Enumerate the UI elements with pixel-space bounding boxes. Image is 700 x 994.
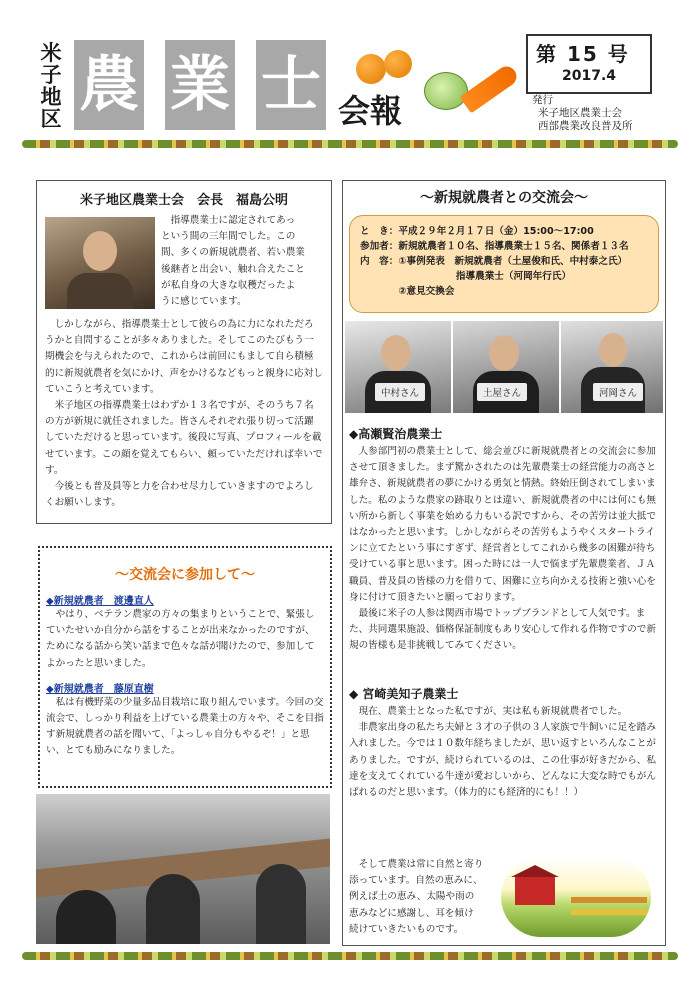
vine-border-icon bbox=[22, 140, 678, 148]
article-heading: 米子地区農業士会 会長 福島公明 bbox=[79, 193, 288, 208]
entry-text: やはり、ベテラン農家の方々の集まりということで、緊張していたせいか自分から話をすることが出来なかったのですが、ためになる話から笑い話まで色々な話が聞けたので、参加してよかったと思いました。 bbox=[46, 609, 315, 669]
title-block-3 bbox=[256, 40, 326, 130]
region-char: 地 bbox=[40, 85, 62, 109]
face bbox=[489, 335, 519, 371]
persimmon-icon bbox=[384, 50, 412, 78]
entry-label: ◆新規就農者 渡邊直人 bbox=[46, 596, 154, 607]
person-silhouette bbox=[146, 874, 200, 944]
title-block-1 bbox=[74, 40, 144, 130]
takase-section bbox=[349, 425, 659, 655]
speaker-photo bbox=[345, 321, 451, 413]
publisher bbox=[532, 94, 633, 133]
paragraph: しかしながら、指導農業士として彼らの為に力になれただろうかと自問することが多々ありました。そしてこのたびもう一期機会を与えられたので、これからは前回にもまして自ら積極的に新規就農者を気にかけ、声をかけるなどもっと親身に応対していこうと考えています。 bbox=[45, 319, 323, 395]
chairman-body bbox=[45, 317, 323, 511]
speaker-label: 河岡さん bbox=[593, 383, 643, 401]
speaker-label: 土屋さん bbox=[477, 383, 527, 401]
section-heading: ◆高瀬賢治農業士 bbox=[349, 427, 443, 441]
face bbox=[83, 231, 117, 271]
intro-text bbox=[161, 213, 327, 310]
info-row: と き：平成２９年２月１７日（金）15:00～17:00 bbox=[360, 226, 594, 237]
intro-line: うに感じています。 bbox=[161, 296, 247, 308]
issue-date: 2017.4 bbox=[562, 68, 617, 84]
publisher-line: 米子地区農業士会 bbox=[538, 107, 622, 119]
region-char: 子 bbox=[40, 63, 62, 87]
publisher-line: 発行 bbox=[532, 94, 553, 106]
intro-line: 間、多くの新規就農者、若い農業 bbox=[161, 247, 305, 259]
paragraph: 非農家出身の私たち夫婦と３才の子供の３人家族で牛飼いに足を踏み入れました。今では１０数年経ちましたが、思い返すといろんなことがありました。ですが、続けられているのは、この仕事が好きだから、私達を支えてくれている牛達が愛おしいから、どんなに大変な時でもがんばれるのだと思います。（体力的にも経済的にも！！） bbox=[349, 722, 656, 799]
paragraph: 人参部門初の農業士として、総会並びに新規就農者との交流会に参加させて頂きました。まず驚かされたのは先輩農業士の経営能力の高さと雄弁さ、新規就農者の夢にかける勇気と情熱。終始圧倒されてしまいました。私のような農家の跡取りとは違い、新規就農者の中には何にも無い所から新しく事業を始める力もいる訳ですから、その苦労は並大抵ではなかったと思います。しかしながらその苦労もようやくスタートラインに立てたという事にすぎず、経営者としてこれから幾多の困難が待ち受けている事と思います。困った時には一人で悩まず先輩農業者、ＪＡ職員、普及員の皆様の力を借りて、困難に立ち向かえる技術と強い心を身に付けて頂きたいと願っております。 bbox=[349, 446, 656, 603]
intro-line: 後継者と出会い、触れ合えたこと bbox=[161, 263, 305, 275]
info-row: 指導農業士（河岡年行氏） bbox=[360, 271, 572, 282]
event-info-rows bbox=[360, 224, 656, 299]
info-row: ②意見交換会 bbox=[360, 286, 455, 297]
chairman-article bbox=[36, 180, 332, 524]
intro-line: 指導農業士に認定されてあっ bbox=[170, 215, 296, 226]
person-silhouette bbox=[256, 864, 306, 944]
entry-text: 私は有機野菜の少量多品目栽培に取り組んでいます。今回の交流会で、しっかり利益を上げている農業士の方々や、そこを目指す新規就農者の話を聞いて、「よっしゃ自分もやるぞ！」と思い、とても励みになりました。 bbox=[46, 696, 324, 757]
title-block-2 bbox=[165, 40, 235, 130]
region-char: 区 bbox=[40, 107, 62, 131]
region-label bbox=[38, 42, 64, 130]
participate-heading: ～交流会に参加して～ bbox=[115, 567, 255, 583]
vine-border-icon bbox=[22, 952, 678, 960]
participate-box bbox=[38, 546, 332, 788]
closing-line: 続けていきたいものです。 bbox=[349, 923, 464, 935]
barn-illustration-icon bbox=[501, 857, 651, 937]
shoulders bbox=[67, 273, 133, 309]
info-row: 参加者：新規就農者１０名、指導農業士１５名、関係者１３名 bbox=[360, 241, 629, 252]
newsletter-subtitle: 会報 bbox=[338, 92, 403, 130]
chairman-photo bbox=[45, 217, 155, 309]
paragraph: 米子地区の指導農業士はわずか１３名ですが、そのうち７名の方が新規に就任されました。皆さんそれぞれ張り切って活躍していただけると思っています。後段に写真、プロフィールを載せています。この顔を覚えてもらい、頼っていただければ幸いです。 bbox=[45, 400, 323, 476]
paragraph: 今後とも普及員等と力を合わせ尽力していきますのでよろしくお願いします。 bbox=[45, 481, 314, 509]
speaker-photo bbox=[561, 321, 663, 413]
speaker-photo bbox=[453, 321, 559, 413]
paragraph: 現在、農業士となった私ですが、実は私も新規就農者でした。 bbox=[358, 706, 628, 717]
title-char: 農 bbox=[79, 50, 139, 120]
carrot-icon bbox=[460, 63, 521, 114]
closing-line: 例えば土の恵み、太陽や雨の bbox=[349, 891, 475, 903]
exchange-article bbox=[342, 180, 666, 946]
persimmon-icon bbox=[356, 54, 386, 84]
closing-line: 添っています。自然の恵みに、 bbox=[349, 875, 483, 887]
publisher-line: 西部農業改良普及所 bbox=[538, 120, 633, 132]
person-silhouette bbox=[56, 890, 116, 944]
title-char: 業 bbox=[170, 50, 230, 120]
entry-label: ◆新規就農者 藤原直樹 bbox=[46, 683, 154, 695]
intro-line: が私自身の大きな収穫だったよ bbox=[161, 279, 296, 291]
cabbage-icon bbox=[424, 72, 468, 110]
participate-entries bbox=[46, 592, 324, 760]
section-heading: ◆ 宮崎美知子農業士 bbox=[349, 687, 459, 701]
region-char: 米 bbox=[40, 41, 62, 65]
closing-line: 恵みなどに感謝し、耳を傾け bbox=[349, 907, 474, 919]
field-stripe bbox=[571, 897, 647, 903]
closing-line: そして農業は常に自然と寄り bbox=[358, 859, 484, 870]
title-char: 士 bbox=[261, 50, 321, 120]
field-stripe bbox=[571, 909, 647, 915]
face bbox=[599, 333, 627, 367]
intro-line: という間の三年間でした。この bbox=[161, 231, 296, 243]
closing-lines bbox=[349, 857, 499, 938]
face bbox=[381, 335, 411, 371]
speaker-label: 中村さん bbox=[375, 383, 425, 401]
exchange-heading: ～新規就農者との交流会～ bbox=[420, 190, 588, 206]
info-row: 内 容：①事例発表 新規就農者（土屋俊和氏、中村泰之氏） bbox=[360, 256, 628, 267]
paragraph: 最後に米子の人参は関西市場でトップブランドとして人気です。また、共同選果施設、価格保証制度もあり安心して作れる作物ですので新規の皆様も是非挑戦してみてください。 bbox=[349, 608, 656, 652]
barn-roof bbox=[511, 865, 559, 877]
issue-number: 第 15 号 bbox=[536, 42, 630, 66]
barn bbox=[515, 875, 555, 905]
meeting-photo bbox=[36, 794, 330, 944]
miyazaki-section bbox=[349, 685, 659, 801]
event-info bbox=[349, 215, 659, 313]
